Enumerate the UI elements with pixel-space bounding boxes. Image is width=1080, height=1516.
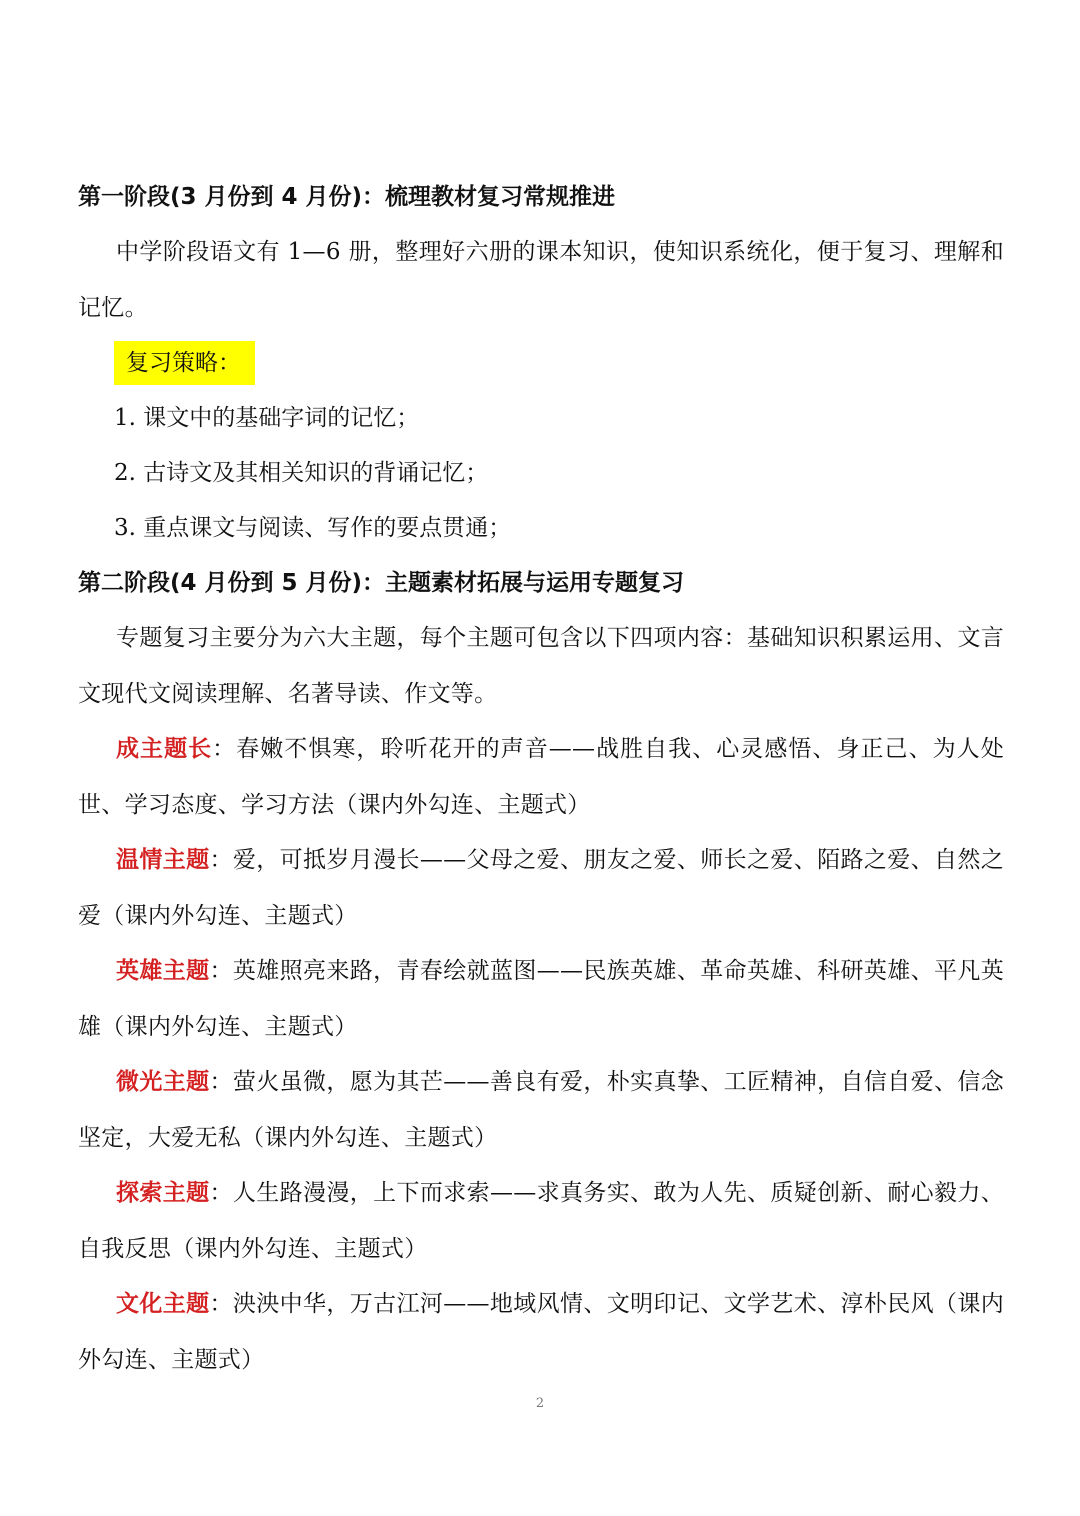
theme-label: 温情主题	[116, 847, 210, 873]
theme-text: ：英雄照亮来路，青春绘就蓝图——民族英雄、革命英雄、科研英雄、平凡英雄（课内外勾连、主题式）	[78, 958, 1005, 1040]
strategy-item-2: 2. 古诗文及其相关知识的背诵记忆；	[114, 460, 489, 486]
strategy-label: 复习策略：	[114, 341, 255, 385]
theme-label: 英雄主题	[116, 958, 210, 984]
theme-text: ：泱泱中华，万古江河——地域风情、文明印记、文学艺术、淳朴民风（课内外勾连、主题式）	[78, 1291, 1005, 1373]
document-page	[78, 170, 1004, 1388]
strategy-item-1: 1. 课文中的基础字词的记忆；	[114, 405, 420, 431]
theme-label: 文化主题	[116, 1291, 210, 1317]
theme-label: 成主题长	[116, 736, 213, 762]
theme-growth	[78, 722, 1004, 833]
theme-text: ：人生路漫漫，上下而求索——求真务实、敢为人先、质疑创新、耐心毅力、自我反思（课内外勾连、主题式）	[78, 1180, 1005, 1262]
theme-hero	[78, 944, 1004, 1055]
stage1-intro: 中学阶段语文有 1—6 册，整理好六册的课本知识，使知识系统化，便于复习、理解和记忆。	[78, 239, 1004, 321]
theme-text: ：萤火虽微，愿为其芒——善良有爱，朴实真挚、工匠精神，自信自爱、信念坚定，大爱无私（课内外勾连、主题式）	[78, 1069, 1005, 1151]
strategy-item-3: 3. 重点课文与阅读、写作的要点贯通；	[114, 515, 512, 541]
theme-culture	[78, 1277, 1004, 1388]
stage2-intro: 专题复习主要分为六大主题，每个主题可包含以下四项内容：基础知识积累运用、文言文现代文阅读理解、名著导读、作文等。	[78, 625, 1004, 707]
theme-label: 探索主题	[116, 1180, 210, 1206]
theme-glimmer	[78, 1055, 1004, 1166]
theme-explore	[78, 1166, 1004, 1277]
theme-warmth	[78, 833, 1004, 944]
stage1-heading: 第一阶段(3 月份到 4 月份)：梳理教材复习常规推进	[78, 184, 616, 210]
theme-label: 微光主题	[116, 1069, 210, 1095]
stage2-heading: 第二阶段(4 月份到 5 月份)：主题素材拓展与运用专题复习	[78, 570, 685, 596]
page-number: 2	[535, 1396, 545, 1411]
theme-text: ：春嫩不惧寒，聆听花开的声音——战胜自我、心灵感悟、身正己、为人处世、学习态度、学习方法（课内外勾连、主题式）	[78, 736, 1005, 818]
strategy-line	[78, 336, 1004, 391]
theme-text: ：爱，可抵岁月漫长——父母之爱、朋友之爱、师长之爱、陌路之爱、自然之爱（课内外勾连、主题式）	[78, 847, 1005, 929]
